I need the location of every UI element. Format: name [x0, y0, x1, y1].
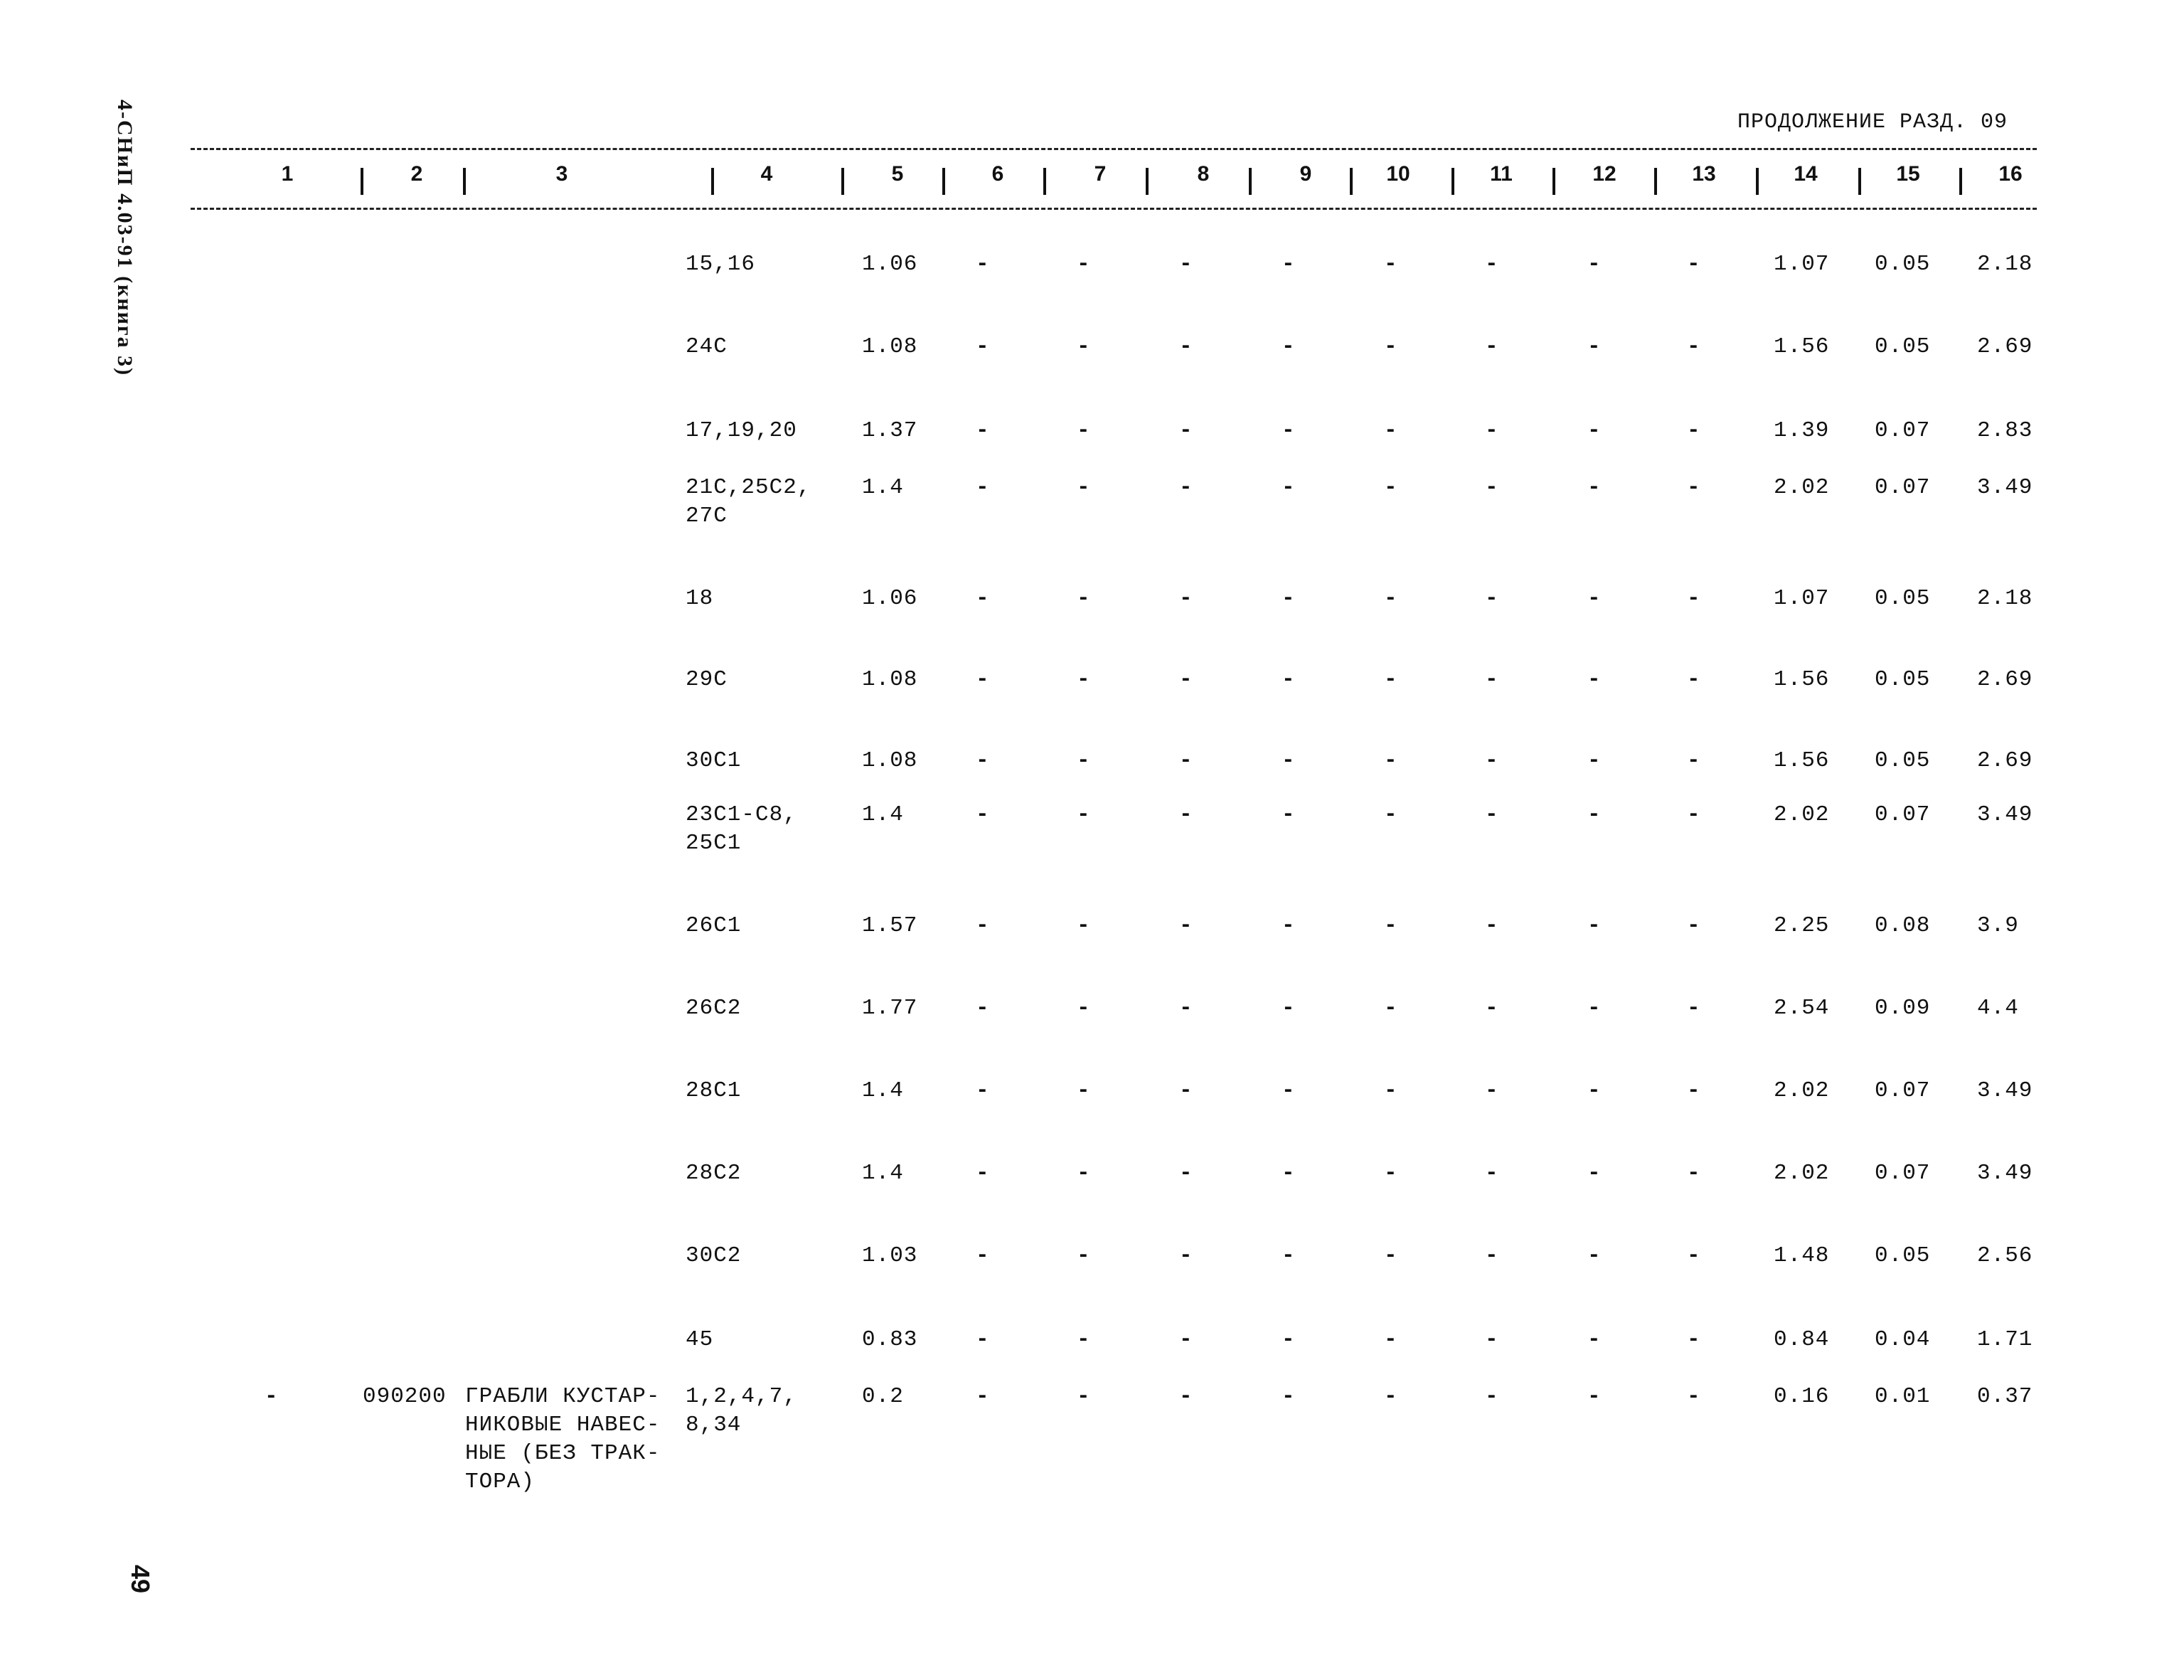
table-cell-col-12: - [1587, 418, 1602, 443]
table-cell-col-14: 2.02 [1774, 1161, 1830, 1186]
table-cell-col-7: - [1077, 913, 1091, 938]
table-cell-col-5: 1.77 [862, 996, 918, 1021]
table-cell-col-12: - [1587, 1161, 1602, 1186]
table-cell-col-5: 0.2 [862, 1384, 904, 1409]
table-cell-col-11: - [1485, 802, 1499, 827]
column-header-1: 1 [281, 162, 294, 186]
table-cell-col-11: - [1485, 252, 1499, 277]
table-cell-col-6: - [976, 418, 990, 443]
table-cell-col-12: - [1587, 748, 1602, 773]
table-cell-col-15: 0.07 [1875, 802, 1931, 827]
table-cell-col-2: 090200 [363, 1384, 447, 1409]
table-cell-col-13: - [1687, 252, 1701, 277]
table-cell-col-9: - [1282, 913, 1296, 938]
table-cell-col-15: 0.09 [1875, 996, 1931, 1021]
table-cell-col-4: 23С1-С8, 25С1 [686, 802, 797, 856]
table-cell-col-9: - [1282, 1078, 1296, 1103]
table-cell-col-7: - [1077, 1384, 1091, 1409]
column-header-7: 7 [1094, 162, 1107, 186]
table-cell-col-13: - [1687, 1384, 1701, 1409]
table-cell-col-8: - [1179, 667, 1193, 692]
table-cell-col-6: - [976, 802, 990, 827]
table-cell-col-9: - [1282, 996, 1296, 1021]
table-cell-col-8: - [1179, 996, 1193, 1021]
column-header-16: 16 [1998, 162, 2023, 186]
table-cell-col-4: 28С2 [686, 1161, 742, 1186]
table-cell-col-11: - [1485, 475, 1499, 500]
table-cell-col-16: 3.49 [1977, 1161, 2033, 1186]
table-cell-col-6: - [976, 252, 990, 277]
table-cell-col-7: - [1077, 475, 1091, 500]
table-cell-col-11: - [1485, 1327, 1499, 1352]
table-cell-col-5: 1.4 [862, 475, 904, 500]
table-cell-col-11: - [1485, 748, 1499, 773]
table-cell-col-9: - [1282, 1384, 1296, 1409]
table-cell-col-10: - [1384, 667, 1398, 692]
table-cell-col-10: - [1384, 1327, 1398, 1352]
table-cell-col-6: - [976, 586, 990, 611]
table-cell-col-14: 1.56 [1774, 748, 1830, 773]
table-cell-col-10: - [1384, 996, 1398, 1021]
table-cell-col-7: - [1077, 1078, 1091, 1103]
table-cell-col-7: - [1077, 667, 1091, 692]
table-cell-col-15: 0.08 [1875, 913, 1931, 938]
table-cell-col-11: - [1485, 418, 1499, 443]
table-cell-col-14: 1.07 [1774, 252, 1830, 277]
table-cell-col-13: - [1687, 1161, 1701, 1186]
table-cell-col-4: 21С,25С2, 27С [686, 475, 811, 528]
table-cell-col-15: 0.05 [1875, 667, 1931, 692]
table-cell-col-12: - [1587, 334, 1602, 359]
document-side-title: 4-СНиП 4.03-91 (книга 3) [113, 100, 137, 377]
table-cell-col-5: 1.08 [862, 748, 918, 773]
table-cell-col-11: - [1485, 1161, 1499, 1186]
table-cell-col-4: 17,19,20 [686, 418, 797, 443]
column-header-5: 5 [891, 162, 904, 186]
table-cell-col-13: - [1687, 913, 1701, 938]
column-header-12: 12 [1592, 162, 1616, 186]
table-cell-col-4: 26С2 [686, 996, 742, 1021]
table-cell-col-14: 1.07 [1774, 586, 1830, 611]
table-cell-col-8: - [1179, 748, 1193, 773]
table-cell-col-6: - [976, 1384, 990, 1409]
table-cell-col-5: 0.83 [862, 1327, 918, 1352]
table-cell-col-9: - [1282, 1243, 1296, 1268]
table-cell-col-6: - [976, 334, 990, 359]
table-cell-col-4: 29С [686, 667, 728, 692]
table-cell-col-13: - [1687, 1327, 1701, 1352]
table-cell-col-12: - [1587, 1384, 1602, 1409]
table-cell-col-16: 3.49 [1977, 802, 2033, 827]
table-cell-col-4: 1,2,4,7, 8,34 [686, 1384, 797, 1437]
table-cell-col-15: 0.07 [1875, 475, 1931, 500]
table-cell-col-8: - [1179, 913, 1193, 938]
table-cell-col-5: 1.08 [862, 334, 918, 359]
table-cell-col-13: - [1687, 475, 1701, 500]
table-cell-col-15: 0.05 [1875, 252, 1931, 277]
table-cell-col-8: - [1179, 475, 1193, 500]
column-header-9: 9 [1299, 162, 1312, 186]
table-cell-col-12: - [1587, 1327, 1602, 1352]
table-cell-col-3: ГРАБЛИ КУСТАР- НИКОВЫЕ НАВЕС- НЫЕ (БЕЗ ТРАК- ТОРА) [465, 1384, 661, 1494]
table-cell-col-4: 30С2 [686, 1243, 742, 1268]
section-continuation-title: ПРОДОЛЖЕНИЕ РАЗД. 09 [1737, 110, 2008, 134]
table-cell-col-4: 30С1 [686, 748, 742, 773]
table-cell-col-6: - [976, 1078, 990, 1103]
table-cell-col-14: 2.02 [1774, 1078, 1830, 1103]
table-cell-col-9: - [1282, 748, 1296, 773]
table-cell-col-9: - [1282, 586, 1296, 611]
table-cell-col-15: 0.05 [1875, 1243, 1931, 1268]
table-cell-col-12: - [1587, 802, 1602, 827]
table-cell-col-11: - [1485, 334, 1499, 359]
table-cell-col-14: 1.56 [1774, 667, 1830, 692]
table-cell-col-13: - [1687, 996, 1701, 1021]
table-cell-col-14: 2.02 [1774, 802, 1830, 827]
table-cell-col-5: 1.06 [862, 252, 918, 277]
table-cell-col-11: - [1485, 996, 1499, 1021]
table-cell-col-13: - [1687, 802, 1701, 827]
table-cell-col-13: - [1687, 334, 1701, 359]
table-cell-col-5: 1.4 [862, 1078, 904, 1103]
table-cell-col-13: - [1687, 1243, 1701, 1268]
table-cell-col-12: - [1587, 1243, 1602, 1268]
table-cell-col-10: - [1384, 1161, 1398, 1186]
table-cell-col-11: - [1485, 1384, 1499, 1409]
table-cell-col-11: - [1485, 667, 1499, 692]
table-cell-col-13: - [1687, 1078, 1701, 1103]
table-cell-col-6: - [976, 1161, 990, 1186]
table-cell-col-5: 1.4 [862, 1161, 904, 1186]
table-cell-col-9: - [1282, 334, 1296, 359]
table-cell-col-16: 4.4 [1977, 996, 2019, 1021]
table-cell-col-8: - [1179, 334, 1193, 359]
table-cell-col-6: - [976, 475, 990, 500]
table-cell-col-10: - [1384, 913, 1398, 938]
table-cell-col-10: - [1384, 334, 1398, 359]
table-cell-col-10: - [1384, 802, 1398, 827]
table-cell-col-13: - [1687, 586, 1701, 611]
table-cell-col-10: - [1384, 748, 1398, 773]
table-cell-col-16: 2.56 [1977, 1243, 2033, 1268]
table-cell-col-6: - [976, 996, 990, 1021]
table-cell-col-8: - [1179, 1327, 1193, 1352]
table-cell-col-6: - [976, 1243, 990, 1268]
table-cell-col-14: 0.16 [1774, 1384, 1830, 1409]
table-cell-col-5: 1.03 [862, 1243, 918, 1268]
table-cell-col-10: - [1384, 586, 1398, 611]
table-cell-col-10: - [1384, 252, 1398, 277]
table-cell-col-12: - [1587, 1078, 1602, 1103]
table-cell-col-5: 1.57 [862, 913, 918, 938]
column-header-13: 13 [1692, 162, 1716, 186]
table-cell-col-4: 15,16 [686, 252, 756, 277]
table-cell-col-9: - [1282, 475, 1296, 500]
table-cell-col-14: 2.25 [1774, 913, 1830, 938]
table-cell-col-15: 0.01 [1875, 1384, 1931, 1409]
table-cell-col-12: - [1587, 913, 1602, 938]
table-cell-col-12: - [1587, 996, 1602, 1021]
table-cell-col-8: - [1179, 1161, 1193, 1186]
table-cell-col-15: 0.07 [1875, 1078, 1931, 1103]
table-cell-col-11: - [1485, 1078, 1499, 1103]
page-number: 49 [126, 1565, 155, 1594]
table-cell-col-16: 3.49 [1977, 475, 2033, 500]
table-cell-col-12: - [1587, 475, 1602, 500]
table-cell-col-8: - [1179, 586, 1193, 611]
table-cell-col-10: - [1384, 475, 1398, 500]
table-cell-col-5: 1.08 [862, 667, 918, 692]
table-cell-col-13: - [1687, 748, 1701, 773]
table-cell-col-7: - [1077, 334, 1091, 359]
table-cell-col-9: - [1282, 667, 1296, 692]
table-cell-col-16: 3.9 [1977, 913, 2019, 938]
table-cell-col-10: - [1384, 1078, 1398, 1103]
column-header-10: 10 [1386, 162, 1410, 186]
column-header-8: 8 [1197, 162, 1210, 186]
table-cell-col-11: - [1485, 586, 1499, 611]
table-cell-col-9: - [1282, 802, 1296, 827]
table-cell-col-11: - [1485, 913, 1499, 938]
table-cell-col-9: - [1282, 252, 1296, 277]
table-cell-col-16: 2.69 [1977, 334, 2033, 359]
table-cell-col-12: - [1587, 667, 1602, 692]
table-cell-col-15: 0.05 [1875, 748, 1931, 773]
table-cell-col-8: - [1179, 252, 1193, 277]
table-cell-col-4: 24С [686, 334, 728, 359]
column-header-2: 2 [410, 162, 423, 186]
table-cell-col-7: - [1077, 1161, 1091, 1186]
table-cell-col-10: - [1384, 1384, 1398, 1409]
table-cell-col-16: 2.18 [1977, 586, 2033, 611]
table-cell-col-4: 18 [686, 586, 714, 611]
column-header-3: 3 [555, 162, 568, 186]
table-cell-col-7: - [1077, 418, 1091, 443]
table-cell-col-14: 0.84 [1774, 1327, 1830, 1352]
table-cell-col-1: - [265, 1384, 279, 1409]
table-cell-col-14: 2.54 [1774, 996, 1830, 1021]
table-cell-col-9: - [1282, 418, 1296, 443]
table-cell-col-10: - [1384, 1243, 1398, 1268]
table-cell-col-16: 2.83 [1977, 418, 2033, 443]
table-cell-col-5: 1.4 [862, 802, 904, 827]
table-cell-col-14: 1.39 [1774, 418, 1830, 443]
table-cell-col-14: 1.56 [1774, 334, 1830, 359]
table-cell-col-15: 0.04 [1875, 1327, 1931, 1352]
table-cell-col-9: - [1282, 1161, 1296, 1186]
table-cell-col-5: 1.06 [862, 586, 918, 611]
table-cell-col-8: - [1179, 1243, 1193, 1268]
table-cell-col-7: - [1077, 1243, 1091, 1268]
table-cell-col-16: 1.71 [1977, 1327, 2033, 1352]
table-cell-col-15: 0.05 [1875, 334, 1931, 359]
table-cell-col-8: - [1179, 802, 1193, 827]
table-cell-col-14: 2.02 [1774, 475, 1830, 500]
table-cell-col-7: - [1077, 748, 1091, 773]
table-cell-col-14: 1.48 [1774, 1243, 1830, 1268]
table-cell-col-13: - [1687, 667, 1701, 692]
table-cell-col-13: - [1687, 418, 1701, 443]
table-cell-col-16: 2.69 [1977, 667, 2033, 692]
table-cell-col-6: - [976, 1327, 990, 1352]
column-header-4: 4 [760, 162, 773, 186]
table-cell-col-15: 0.07 [1875, 418, 1931, 443]
table-cell-col-15: 0.05 [1875, 586, 1931, 611]
table-cell-col-7: - [1077, 802, 1091, 827]
column-header-15: 15 [1896, 162, 1920, 186]
table-cell-col-12: - [1587, 586, 1602, 611]
table-cell-col-6: - [976, 667, 990, 692]
column-header-11: 11 [1490, 162, 1513, 186]
table-cell-col-4: 26С1 [686, 913, 742, 938]
table-cell-col-8: - [1179, 1384, 1193, 1409]
table-cell-col-4: 28С1 [686, 1078, 742, 1103]
table-cell-col-7: - [1077, 1327, 1091, 1352]
table-cell-col-16: 0.37 [1977, 1384, 2033, 1409]
table-cell-col-8: - [1179, 1078, 1193, 1103]
table-cell-col-16: 2.18 [1977, 252, 2033, 277]
table-cell-col-12: - [1587, 252, 1602, 277]
table-cell-col-4: 45 [686, 1327, 714, 1352]
table-cell-col-9: - [1282, 1327, 1296, 1352]
column-header-14: 14 [1794, 162, 1818, 186]
table-cell-col-16: 3.49 [1977, 1078, 2033, 1103]
table-cell-col-16: 2.69 [1977, 748, 2033, 773]
table-cell-col-5: 1.37 [862, 418, 918, 443]
table-cell-col-6: - [976, 913, 990, 938]
table-cell-col-7: - [1077, 586, 1091, 611]
table-cell-col-7: - [1077, 252, 1091, 277]
table-cell-col-15: 0.07 [1875, 1161, 1931, 1186]
column-header-6: 6 [991, 162, 1004, 186]
table-cell-col-10: - [1384, 418, 1398, 443]
table-cell-col-7: - [1077, 996, 1091, 1021]
table-cell-col-11: - [1485, 1243, 1499, 1268]
table-cell-col-6: - [976, 748, 990, 773]
table-cell-col-8: - [1179, 418, 1193, 443]
